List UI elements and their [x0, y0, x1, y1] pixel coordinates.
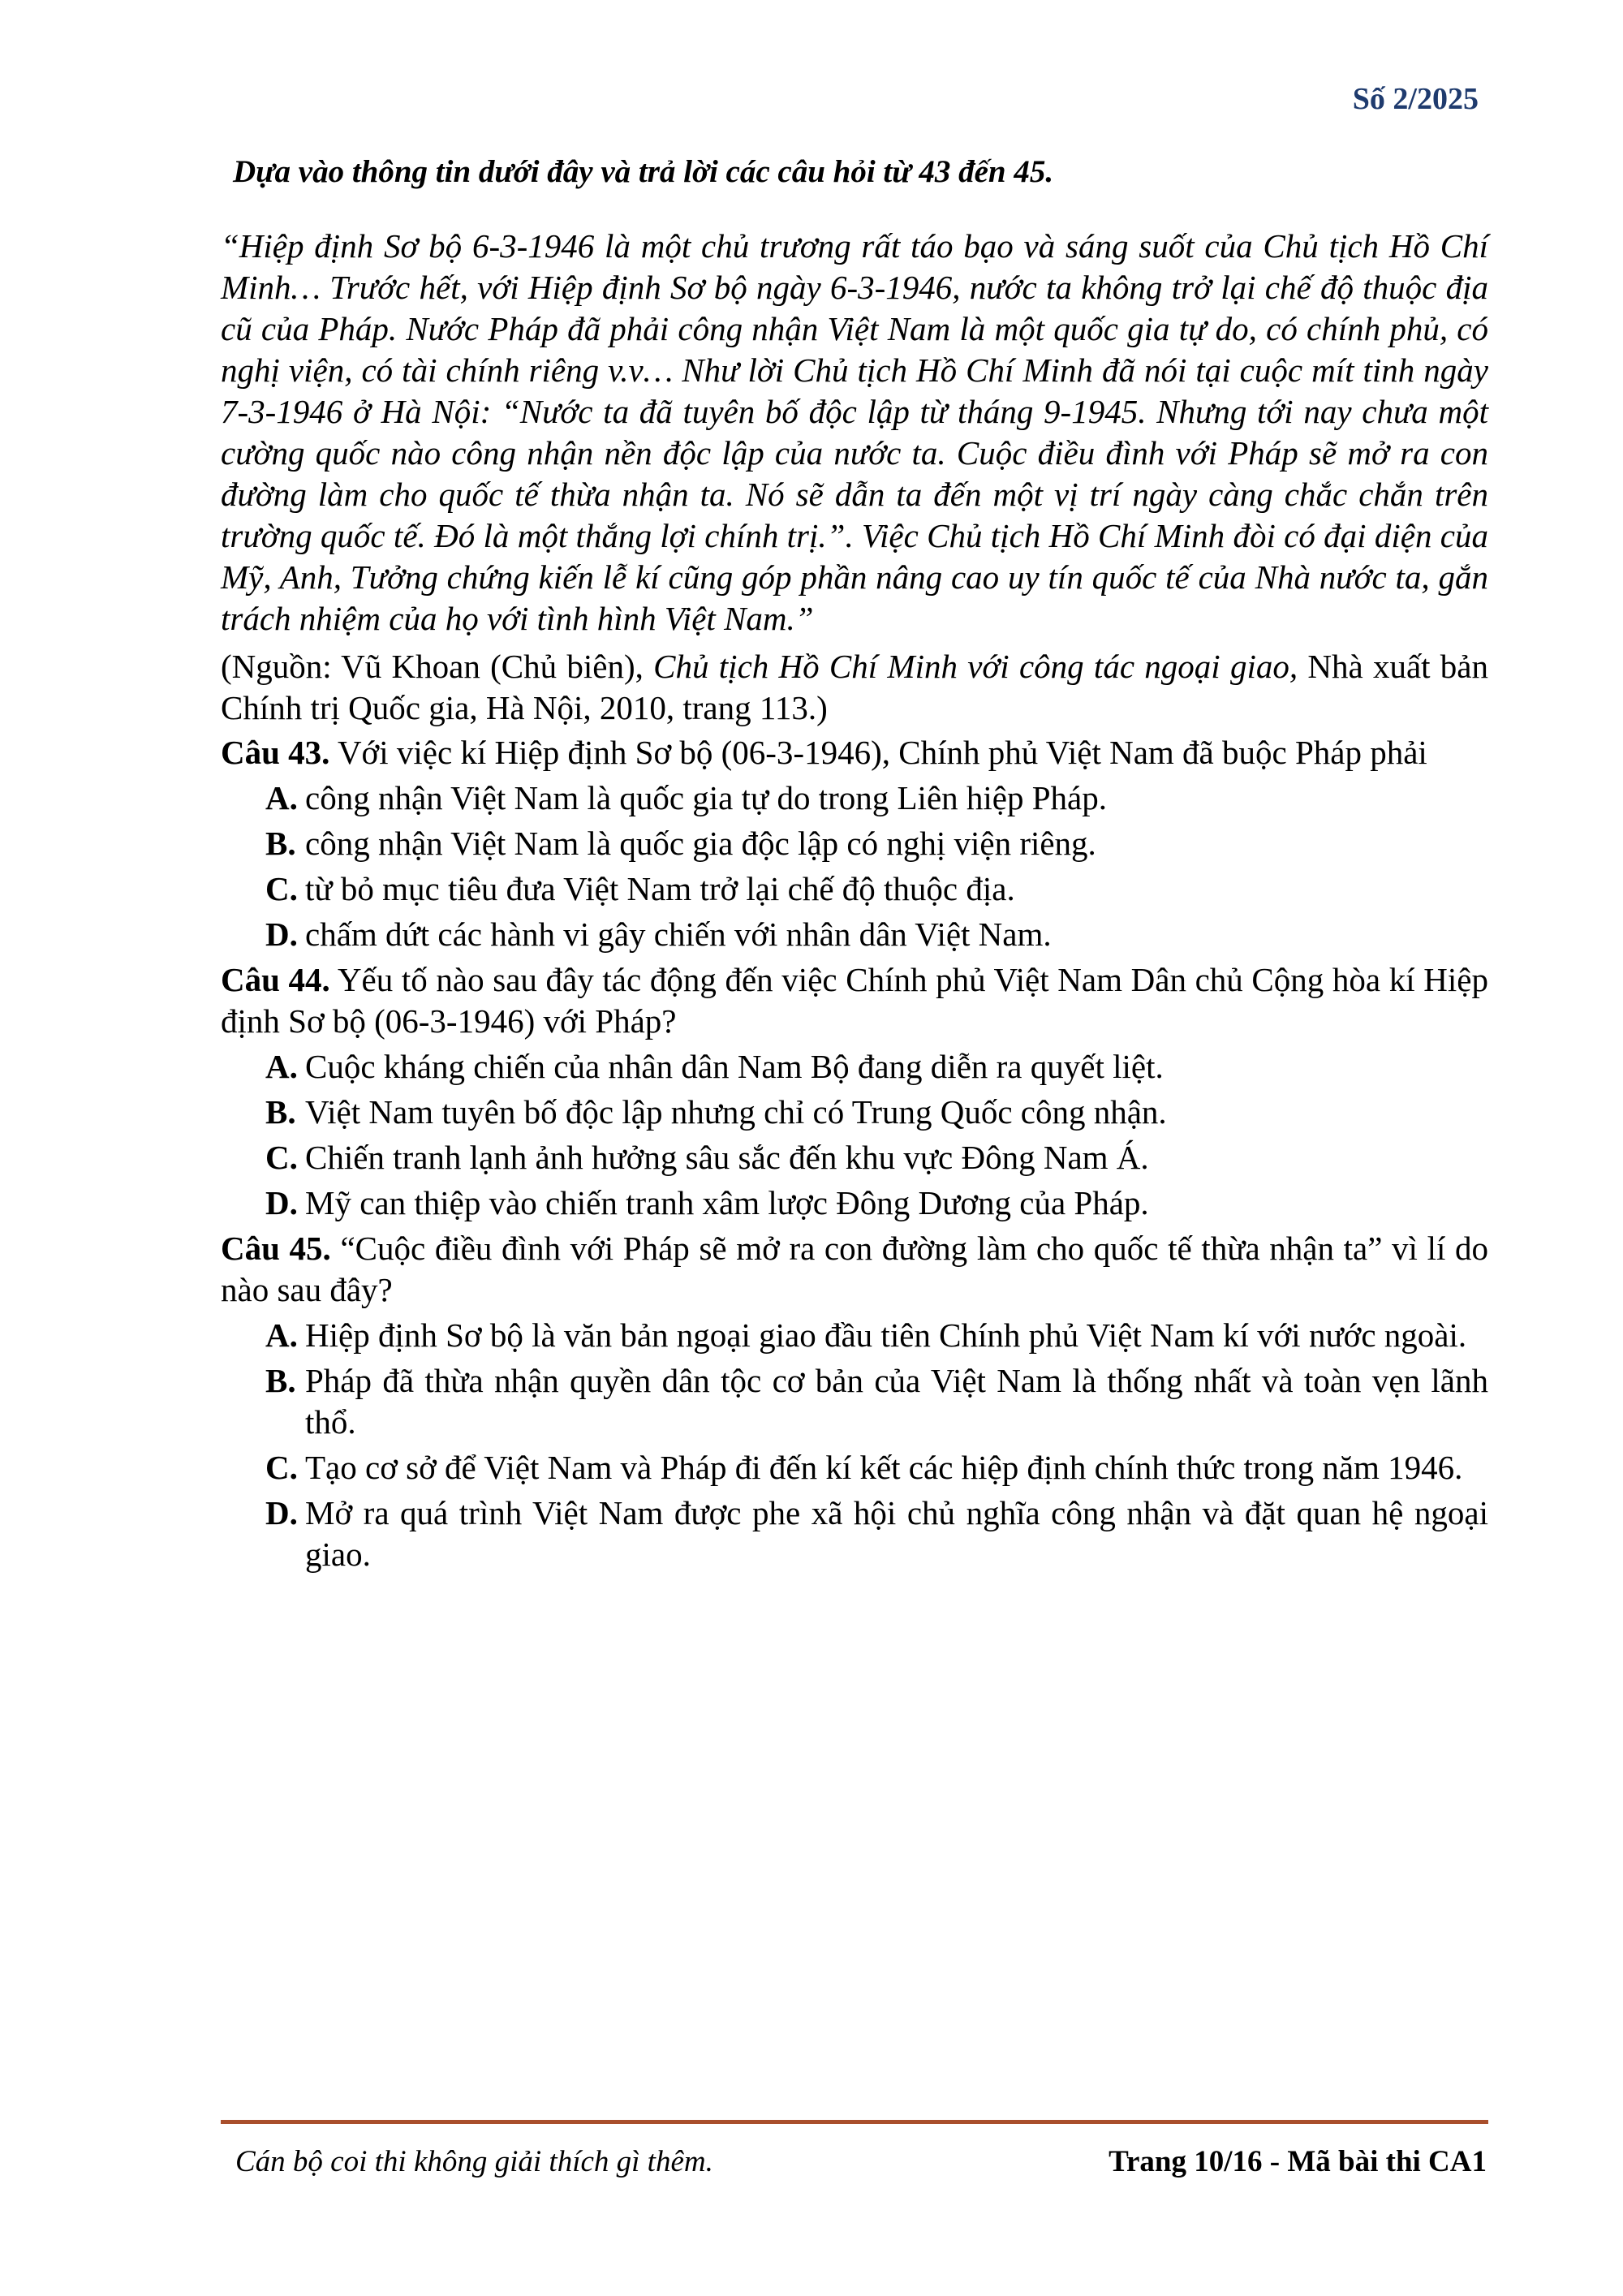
- option-a[interactable]: [221, 1046, 1488, 1088]
- option-b[interactable]: [221, 823, 1488, 864]
- source-citation: [221, 646, 1488, 729]
- option-b[interactable]: [221, 1360, 1488, 1443]
- option-letter: D.: [265, 1494, 298, 1531]
- question-43: [221, 732, 1488, 955]
- answer-options: [221, 778, 1488, 955]
- option-text: Mở ra quá trình Việt Nam được phe xã hội chủ nghĩa công nhận và đặt quan hệ ngoại giao.: [305, 1494, 1488, 1573]
- question-stem: [221, 959, 1488, 1042]
- question-label: Câu 43.: [221, 734, 330, 771]
- answer-options: [221, 1046, 1488, 1224]
- option-a[interactable]: [221, 1315, 1488, 1356]
- question-stem: [221, 732, 1488, 773]
- question-label: Câu 45.: [221, 1230, 331, 1267]
- option-d[interactable]: [221, 914, 1488, 955]
- option-letter: C.: [265, 870, 298, 907]
- option-text: Pháp đã thừa nhận quyền dân tộc cơ bản của Việt Nam là thống nhất và toàn vẹn lãnh thổ.: [305, 1362, 1488, 1441]
- option-letter: A.: [265, 1316, 298, 1354]
- option-b[interactable]: [221, 1092, 1488, 1133]
- option-text: công nhận Việt Nam là quốc gia độc lập có nghị viện riêng.: [305, 825, 1096, 862]
- option-text: công nhận Việt Nam là quốc gia tự do trong Liên hiệp Pháp.: [305, 779, 1107, 816]
- option-letter: C.: [265, 1449, 298, 1486]
- option-text: từ bỏ mục tiêu đưa Việt Nam trở lại chế độ thuộc địa.: [305, 870, 1015, 907]
- option-d[interactable]: [221, 1182, 1488, 1224]
- question-text: “Cuộc điều đình với Pháp sẽ mở ra con đường làm cho quốc tế thừa nhận ta” vì lí do nào sau đây?: [221, 1230, 1489, 1308]
- section-instruction: Dựa vào thông tin dưới đây và trả lời các câu hỏi từ 43 đến 45.: [233, 154, 1054, 189]
- option-text: Cuộc kháng chiến của nhân dân Nam Bộ đang diễn ra quyết liệt.: [305, 1048, 1164, 1085]
- question-44: [221, 959, 1488, 1224]
- option-c[interactable]: [221, 868, 1488, 910]
- option-a[interactable]: [221, 778, 1488, 819]
- question-text: Với việc kí Hiệp định Sơ bộ (06-3-1946), Chính phủ Việt Nam đã buộc Pháp phải: [337, 734, 1427, 771]
- option-c[interactable]: [221, 1447, 1488, 1488]
- page-info: Trang 10/16 - Mã bài thi CA1: [1109, 2145, 1487, 2178]
- option-d[interactable]: [221, 1493, 1488, 1575]
- option-letter: B.: [265, 1362, 296, 1399]
- question-45: [221, 1228, 1488, 1575]
- option-text: Chiến tranh lạnh ảnh hưởng sâu sắc đến khu vực Đông Nam Á.: [305, 1139, 1149, 1176]
- option-text: chấm dứt các hành vi gây chiến với nhân dân Việt Nam.: [305, 915, 1052, 953]
- option-letter: C.: [265, 1139, 298, 1176]
- issue-number: Số 2/2025: [1352, 82, 1479, 116]
- source-prefix: (Nguồn: Vũ Khoan (Chủ biên),: [221, 648, 654, 685]
- option-text: Việt Nam tuyên bố độc lập nhưng chỉ có Trung Quốc công nhận.: [305, 1093, 1167, 1131]
- option-letter: D.: [265, 915, 298, 953]
- option-letter: A.: [265, 1048, 298, 1085]
- footer-note: Cán bộ coi thi không giải thích gì thêm.: [235, 2145, 713, 2178]
- option-letter: B.: [265, 1093, 296, 1131]
- footer-divider: [221, 2120, 1488, 2124]
- exam-content: [221, 153, 1488, 1579]
- source-title: Chủ tịch Hồ Chí Minh với công tác ngoại giao,: [653, 648, 1298, 685]
- option-letter: D.: [265, 1184, 298, 1221]
- option-letter: B.: [265, 825, 296, 862]
- source-suffix: Nhà xuất bản Chính trị Quốc gia, Hà Nội, 2010, trang 113.): [221, 648, 1489, 726]
- question-stem: [221, 1228, 1488, 1311]
- option-letter: A.: [265, 779, 298, 816]
- answer-options: [221, 1315, 1488, 1575]
- source-passage: “Hiệp định Sơ bộ 6-3-1946 là một chủ trương rất táo bạo và sáng suốt của Chủ tịch Hồ Chí Minh… Trước hết, với Hiệp định Sơ bộ ngày 6-3-1946, nước ta không trở lại chế độ thuộc địa cũ của Pháp. Nước Pháp đã phải công nhận Việt Nam là một quốc gia tự do, có chính phủ, có nghị viện, có tài chính riêng v.v… Như lời Chủ tịch Hồ Chí Minh đã nói tại cuộc mít tinh ngày 7-3-1946 ở Hà Nội: “Nước ta đã tuyên bố độc lập từ tháng 9-1945. Nhưng tới nay chưa một cường quốc nào công nhận nền độc lập của nước ta. Cuộc điều đình với Pháp sẽ mở ra con đường làm cho quốc tế thừa nhận ta. Nó sẽ dẫn ta đến một vị trí ngày càng chắc chắn trên trường quốc tế. Đó là một thắng lợi chính trị.”. Việc Chủ tịch Hồ Chí Minh đòi có đại diện của Mỹ, Anh, Tưởng chứng kiến lễ kí cũng góp phần nâng cao uy tín quốc tế của Nhà nước ta, gắn trách nhiệm của họ với tình hình Việt Nam.”: [221, 227, 1488, 637]
- option-text: Hiệp định Sơ bộ là văn bản ngoại giao đầu tiên Chính phủ Việt Nam kí với nước ngoài.: [305, 1316, 1467, 1354]
- question-text: Yếu tố nào sau đây tác động đến việc Chính phủ Việt Nam Dân chủ Cộng hòa kí Hiệp định Sơ bộ (06-3-1946) với Pháp?: [221, 961, 1488, 1040]
- option-text: Tạo cơ sở để Việt Nam và Pháp đi đến kí kết các hiệp định chính thức trong năm 1946.: [305, 1449, 1463, 1486]
- option-c[interactable]: [221, 1137, 1488, 1178]
- question-label: Câu 44.: [221, 961, 330, 998]
- option-text: Mỹ can thiệp vào chiến tranh xâm lược Đông Dương của Pháp.: [305, 1184, 1149, 1221]
